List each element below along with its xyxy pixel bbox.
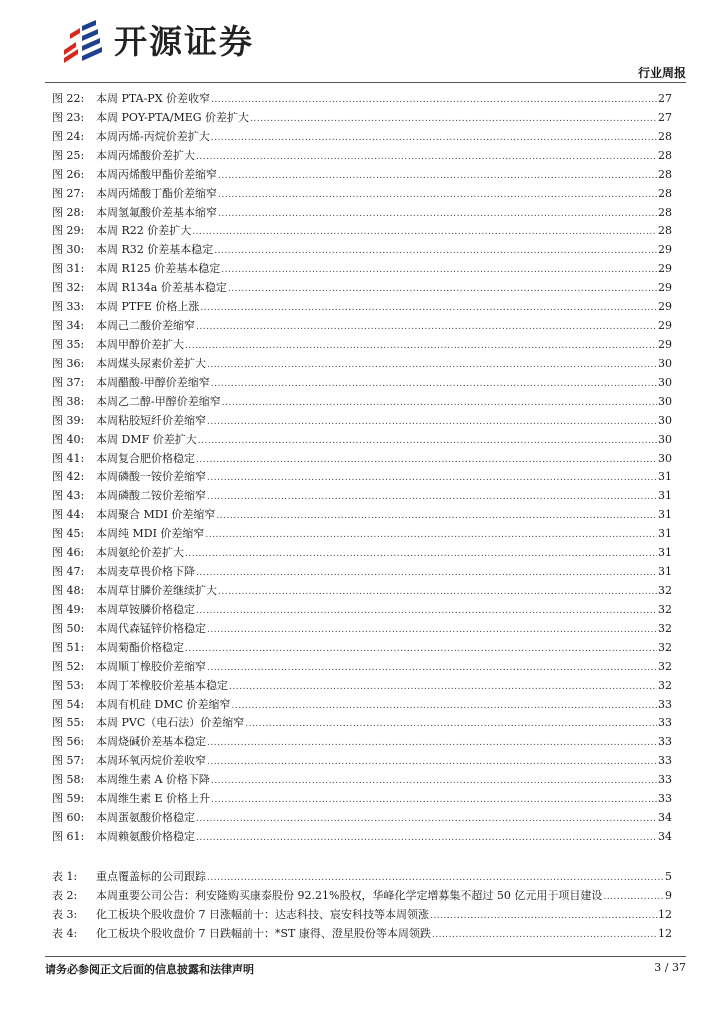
entry-page: 33 [658, 792, 672, 806]
entry-number: 表 1: [52, 870, 78, 883]
entry-title: 本周赖氨酸价格稳定 [96, 829, 195, 843]
dot-leader [207, 873, 664, 883]
figure-entry[interactable] [52, 241, 672, 260]
entry-page: 30 [658, 432, 672, 446]
entry-number: 图 52: [52, 659, 85, 673]
figure-entry[interactable] [52, 563, 672, 582]
entry-page: 33 [658, 754, 672, 768]
entry-title: 本周 R125 价差基本稳定 [96, 262, 221, 276]
entry-number: 图 54: [52, 697, 85, 711]
figure-entry[interactable] [52, 298, 672, 317]
dot-leader [432, 930, 657, 940]
table-index [52, 868, 672, 944]
page-header [0, 0, 724, 90]
header-divider [45, 82, 686, 83]
entry-title: 本周氨纶价差扩大 [96, 546, 184, 560]
dot-leader [196, 455, 657, 465]
dot-leader [196, 568, 657, 578]
company-logo [60, 20, 300, 64]
entry-number: 图 27: [52, 186, 85, 200]
entry-number: 图 35: [52, 337, 85, 351]
figure-entry[interactable] [52, 336, 672, 355]
entry-page: 29 [658, 243, 672, 257]
entry-title: 本周有机硅 DMC 价差缩窄 [96, 697, 231, 711]
dot-leader [196, 152, 657, 162]
figure-entry[interactable] [52, 317, 672, 336]
entry-number: 图 51: [52, 640, 85, 654]
entry-title: 本周煤头尿素价差扩大 [96, 356, 206, 370]
entry-page: 12 [658, 926, 672, 940]
entry-title: 化工板块个股收盘价 7 日跌幅前十：*ST 康得、澄星股份等本周领跌 [96, 926, 431, 940]
entry-page: 32 [658, 640, 672, 654]
dot-leader [218, 171, 657, 181]
entry-title: 本周复合肥价格稳定 [96, 451, 195, 465]
entry-page: 30 [658, 451, 672, 465]
entry-number: 图 36: [52, 356, 85, 370]
dot-leader [245, 719, 657, 729]
entry-title: 本周 PVC（电石法）价差缩窄 [96, 716, 245, 730]
entry-title: 本周 R22 价差扩大 [96, 224, 192, 238]
dot-leader [430, 911, 657, 921]
figure-entry[interactable] [52, 601, 672, 620]
entry-number: 图 25: [52, 148, 85, 162]
figure-entry[interactable] [52, 658, 672, 677]
entry-title: 本周乙二醇-甲醇价差缩窄 [96, 394, 221, 408]
entry-title: 本周 DMF 价差扩大 [96, 432, 197, 446]
entry-page: 32 [658, 678, 672, 692]
entry-title: 化工板块个股收盘价 7 日涨幅前十：达志科技、宸安科技等本周领涨 [96, 907, 429, 921]
dot-leader [211, 95, 657, 105]
dot-leader [229, 682, 657, 692]
entry-page: 28 [658, 186, 672, 200]
entry-number: 图 45: [52, 527, 85, 541]
entry-number: 图 39: [52, 413, 85, 427]
entry-page: 31 [658, 565, 672, 579]
entry-page: 32 [658, 583, 672, 597]
figure-entry[interactable] [52, 639, 672, 658]
table-entry[interactable] [52, 925, 672, 944]
dot-leader [207, 473, 657, 483]
entry-title: 本周 R32 价差基本稳定 [96, 243, 214, 257]
entry-page: 31 [658, 489, 672, 503]
dot-leader [207, 417, 657, 427]
dot-leader [222, 398, 657, 408]
dot-leader [250, 114, 657, 124]
entry-title: 本周蛋氨酸价格稳定 [96, 811, 195, 825]
entry-number: 图 49: [52, 602, 85, 616]
dot-leader [207, 360, 657, 370]
entry-number: 图 37: [52, 375, 85, 389]
figure-entry[interactable] [52, 544, 672, 563]
figure-entry[interactable] [52, 677, 672, 696]
dot-leader [205, 530, 657, 540]
dot-leader [603, 892, 664, 902]
entry-title: 本周麦草畏价格下降 [96, 565, 195, 579]
entry-number: 图 59: [52, 792, 85, 806]
figure-entry[interactable] [52, 393, 672, 412]
figure-entry[interactable] [52, 525, 672, 544]
entry-number: 图 48: [52, 583, 85, 597]
entry-number: 图 22: [52, 92, 85, 105]
entry-number: 图 40: [52, 432, 85, 446]
entry-page: 28 [658, 167, 672, 181]
figure-entry[interactable] [52, 279, 672, 298]
entry-page: 9 [665, 888, 672, 902]
figure-entry[interactable] [52, 582, 672, 601]
entry-number: 图 29: [52, 224, 85, 238]
entry-number: 图 26: [52, 167, 85, 181]
entry-title: 本周菊酯价格稳定 [96, 640, 184, 654]
entry-title: 本周维生素 A 价格下降 [96, 773, 210, 787]
entry-page: 29 [658, 337, 672, 351]
dot-leader [192, 227, 657, 237]
entry-page: 34 [658, 811, 672, 825]
entry-title: 本周顺丁橡胶价差缩窄 [96, 659, 206, 673]
dot-leader [232, 701, 658, 711]
entry-page: 29 [658, 262, 672, 276]
entry-page: 32 [658, 659, 672, 673]
dot-leader [185, 549, 657, 559]
figure-entry[interactable] [52, 752, 672, 771]
dot-leader [218, 209, 657, 219]
entry-title: 本周丙烯酸丁酯价差缩窄 [96, 186, 217, 200]
entry-title: 本周代森锰锌价格稳定 [96, 621, 206, 635]
entry-page: 30 [658, 356, 672, 370]
entry-title: 本周丙烯酸甲酯价差缩窄 [96, 167, 217, 181]
entry-page: 28 [658, 129, 672, 143]
entry-title: 本周粘胶短纤价差缩窄 [96, 413, 206, 427]
entry-title: 本周醋酸-甲醇价差缩窄 [96, 375, 210, 389]
entry-title: 本周磷酸一铵价差缩窄 [96, 470, 206, 484]
entry-title: 本周甲醇价差扩大 [96, 337, 184, 351]
entry-title: 本周草甘膦价差继续扩大 [96, 583, 217, 597]
entry-number: 图 32: [52, 281, 85, 295]
entry-number: 图 23: [52, 110, 85, 124]
entry-number: 图 55: [52, 716, 85, 730]
entry-number: 图 42: [52, 470, 85, 484]
entry-number: 图 31: [52, 262, 85, 276]
entry-page: 31 [658, 508, 672, 522]
figure-index [52, 90, 672, 847]
figure-entry[interactable] [52, 222, 672, 241]
entry-page: 32 [658, 621, 672, 635]
figure-entry[interactable] [52, 260, 672, 279]
figure-entry[interactable] [52, 714, 672, 733]
entry-title: 本周草铵膦价格稳定 [96, 602, 195, 616]
entry-page: 32 [658, 602, 672, 616]
dot-leader [214, 246, 657, 256]
entry-number: 图 44: [52, 508, 85, 522]
dot-leader [216, 511, 657, 521]
entry-page: 27 [658, 92, 672, 105]
figure-entry[interactable] [52, 355, 672, 374]
entry-page: 33 [658, 773, 672, 787]
entry-title: 本周重要公司公告：利安隆购买康泰股份 92.21%股权，华峰化学定增募集不超过 50 亿元用于项目建设 [96, 888, 603, 902]
dot-leader [211, 133, 657, 143]
entry-number: 图 47: [52, 565, 85, 579]
entry-number: 图 33: [52, 300, 85, 314]
dot-leader [196, 833, 657, 843]
entry-page: 34 [658, 829, 672, 843]
entry-number: 图 38: [52, 394, 85, 408]
table-entry[interactable] [52, 868, 672, 887]
entry-title: 本周 PTA-PX 价差收窄 [96, 92, 211, 105]
entry-title: 本周磷酸二铵价差缩窄 [96, 489, 206, 503]
figure-entry[interactable] [52, 128, 672, 147]
entry-page: 31 [658, 546, 672, 560]
figure-entry[interactable] [52, 828, 672, 847]
entry-title: 本周己二酸价差缩窄 [96, 319, 195, 333]
entry-title: 本周 R134a 价差基本稳定 [96, 281, 227, 295]
entry-title: 本周 PTFE 价格上涨 [96, 300, 200, 314]
dot-leader [218, 587, 657, 597]
entry-page: 5 [665, 870, 672, 883]
dot-leader [185, 341, 657, 351]
figure-entry[interactable] [52, 90, 672, 109]
entry-page: 31 [658, 470, 672, 484]
entry-page: 28 [658, 205, 672, 219]
entry-title: 重点覆盖标的公司跟踪 [96, 870, 206, 883]
entry-page: 31 [658, 527, 672, 541]
entry-page: 33 [658, 735, 672, 749]
dot-leader [198, 436, 657, 446]
figure-entry[interactable] [52, 374, 672, 393]
entry-page: 30 [658, 394, 672, 408]
dot-leader [207, 663, 657, 673]
entry-title: 本周维生素 E 价格上升 [96, 792, 211, 806]
entry-page: 28 [658, 224, 672, 238]
dot-leader [207, 757, 657, 767]
entry-title: 本周烧碱价差基本稳定 [96, 735, 206, 749]
dot-leader [185, 644, 657, 654]
entry-number: 图 41: [52, 451, 85, 465]
entry-number: 图 57: [52, 754, 85, 768]
logo-mark-icon [60, 20, 110, 64]
entry-page: 29 [658, 319, 672, 333]
figure-entry[interactable] [52, 809, 672, 828]
entry-title: 本周聚合 MDI 价差缩窄 [96, 508, 216, 522]
entry-title: 本周纯 MDI 价差缩窄 [96, 527, 205, 541]
entry-title: 本周环氧丙烷价差收窄 [96, 754, 206, 768]
dot-leader [196, 606, 657, 616]
entry-page: 28 [658, 148, 672, 162]
dot-leader [211, 795, 657, 805]
figure-entry[interactable] [52, 487, 672, 506]
disclaimer: 请务必参阅正文后面的信息披露和法律声明 [45, 963, 254, 976]
entry-number: 表 4: [52, 926, 78, 940]
dot-leader [196, 322, 657, 332]
figure-entry[interactable] [52, 506, 672, 525]
entry-number: 图 34: [52, 319, 85, 333]
table-entry[interactable] [52, 887, 672, 906]
entry-page: 27 [658, 110, 672, 124]
entry-title: 本周 POY-PTA/MEG 价差扩大 [96, 110, 250, 124]
entry-title: 本周丙烯-丙烷价差扩大 [96, 129, 210, 143]
entry-page: 29 [658, 300, 672, 314]
entry-page: 33 [658, 697, 672, 711]
entry-number: 图 60: [52, 811, 85, 825]
figure-entry[interactable] [52, 468, 672, 487]
entry-page: 30 [658, 375, 672, 389]
figure-entry[interactable] [52, 696, 672, 715]
entry-number: 表 3: [52, 907, 78, 921]
dot-leader [207, 492, 657, 502]
figure-entry[interactable] [52, 733, 672, 752]
entry-title: 本周氢氟酸价差基本缩窄 [96, 205, 217, 219]
dot-leader [221, 265, 657, 275]
figure-entry[interactable] [52, 450, 672, 469]
entry-number: 图 58: [52, 773, 85, 787]
entry-number: 图 61: [52, 829, 85, 843]
dot-leader [228, 284, 657, 294]
dot-leader [218, 190, 657, 200]
entry-number: 图 28: [52, 205, 85, 219]
entry-number: 图 30: [52, 243, 85, 257]
figure-entry[interactable] [52, 109, 672, 128]
figure-entry[interactable] [52, 771, 672, 790]
figure-entry[interactable] [52, 412, 672, 431]
entry-title: 本周丁苯橡胶价差基本稳定 [96, 678, 228, 692]
dot-leader [200, 303, 657, 313]
entry-number: 图 24: [52, 129, 85, 143]
figure-entry[interactable] [52, 790, 672, 809]
entry-page: 33 [658, 716, 672, 730]
table-entry[interactable] [52, 906, 672, 925]
figure-entry[interactable] [52, 166, 672, 185]
dot-leader [211, 379, 657, 389]
entry-page: 30 [658, 413, 672, 427]
dot-leader [207, 625, 657, 635]
figure-entry[interactable] [52, 185, 672, 204]
footer-divider [45, 956, 686, 957]
entry-page: 12 [658, 907, 672, 921]
figure-entry[interactable] [52, 147, 672, 166]
figure-entry[interactable] [52, 204, 672, 223]
page-number: 3 / 37 [654, 961, 686, 974]
entry-page: 29 [658, 281, 672, 295]
entry-number: 表 2: [52, 888, 78, 902]
figure-entry[interactable] [52, 620, 672, 639]
entry-number: 图 56: [52, 735, 85, 749]
entry-number: 图 50: [52, 621, 85, 635]
entry-number: 图 53: [52, 678, 85, 692]
brand-name: 开源证券 [114, 22, 254, 61]
entry-number: 图 43: [52, 489, 85, 503]
dot-leader [196, 814, 657, 824]
section-tag: 行业周报 [637, 66, 686, 80]
entry-number: 图 46: [52, 546, 85, 560]
entry-title: 本周丙烯酸价差扩大 [96, 148, 195, 162]
dot-leader [211, 776, 657, 786]
figure-entry[interactable] [52, 431, 672, 450]
dot-leader [207, 738, 657, 748]
